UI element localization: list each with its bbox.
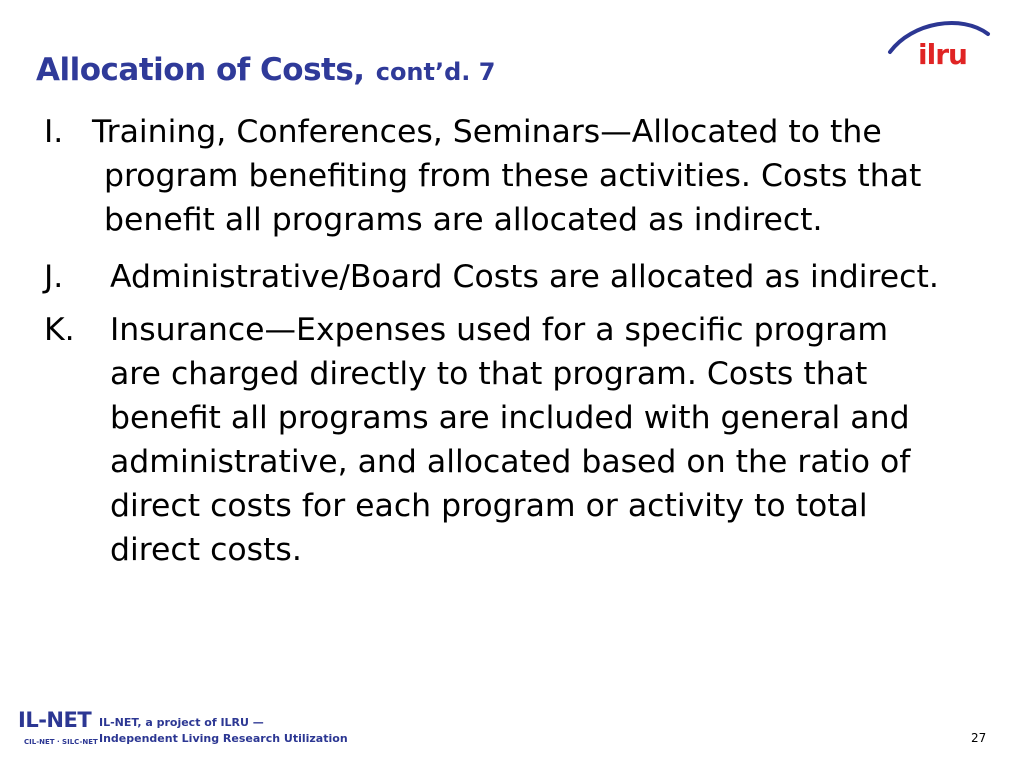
item-line: Training, Conferences, Seminars—Allocated to the xyxy=(92,114,882,150)
title-sub: cont’d. 7 xyxy=(375,58,496,86)
item-line: are charged directly to that program. Costs that xyxy=(110,356,868,392)
ilru-logo xyxy=(884,14,994,74)
bullet-list xyxy=(0,110,1024,568)
list-marker: J. xyxy=(44,259,64,295)
title-main: Allocation of Costs, xyxy=(36,52,365,88)
item-line: administrative, and allocated based on the ratio of xyxy=(110,444,911,480)
item-line: Insurance—Expenses used for a specific program xyxy=(110,312,889,348)
item-line: direct costs for each program or activity to total xyxy=(110,488,868,524)
il-net-logo: IL-NET xyxy=(18,708,92,732)
footer-text-line1: IL-NET, a project of ILRU — xyxy=(99,716,264,729)
list-marker: I. xyxy=(44,114,64,150)
item-line: benefit all programs are allocated as indirect. xyxy=(104,202,823,238)
page-number: 27 xyxy=(971,731,987,745)
item-line: Administrative/Board Costs are allocated as indirect. xyxy=(110,259,939,295)
list-item-i xyxy=(0,110,1024,248)
item-line: benefit all programs are included with general and xyxy=(110,400,910,436)
item-line: program benefiting from these activities. Costs that xyxy=(104,158,922,194)
il-net-logo-subtitle: CIL-NET · SILC-NET xyxy=(24,738,98,746)
list-marker: K. xyxy=(44,312,75,348)
footer-text-line2: Independent Living Research Utilization xyxy=(99,732,348,745)
slide-title xyxy=(36,50,495,88)
logo-text: ilru xyxy=(918,38,967,71)
item-line: direct costs. xyxy=(110,532,302,568)
